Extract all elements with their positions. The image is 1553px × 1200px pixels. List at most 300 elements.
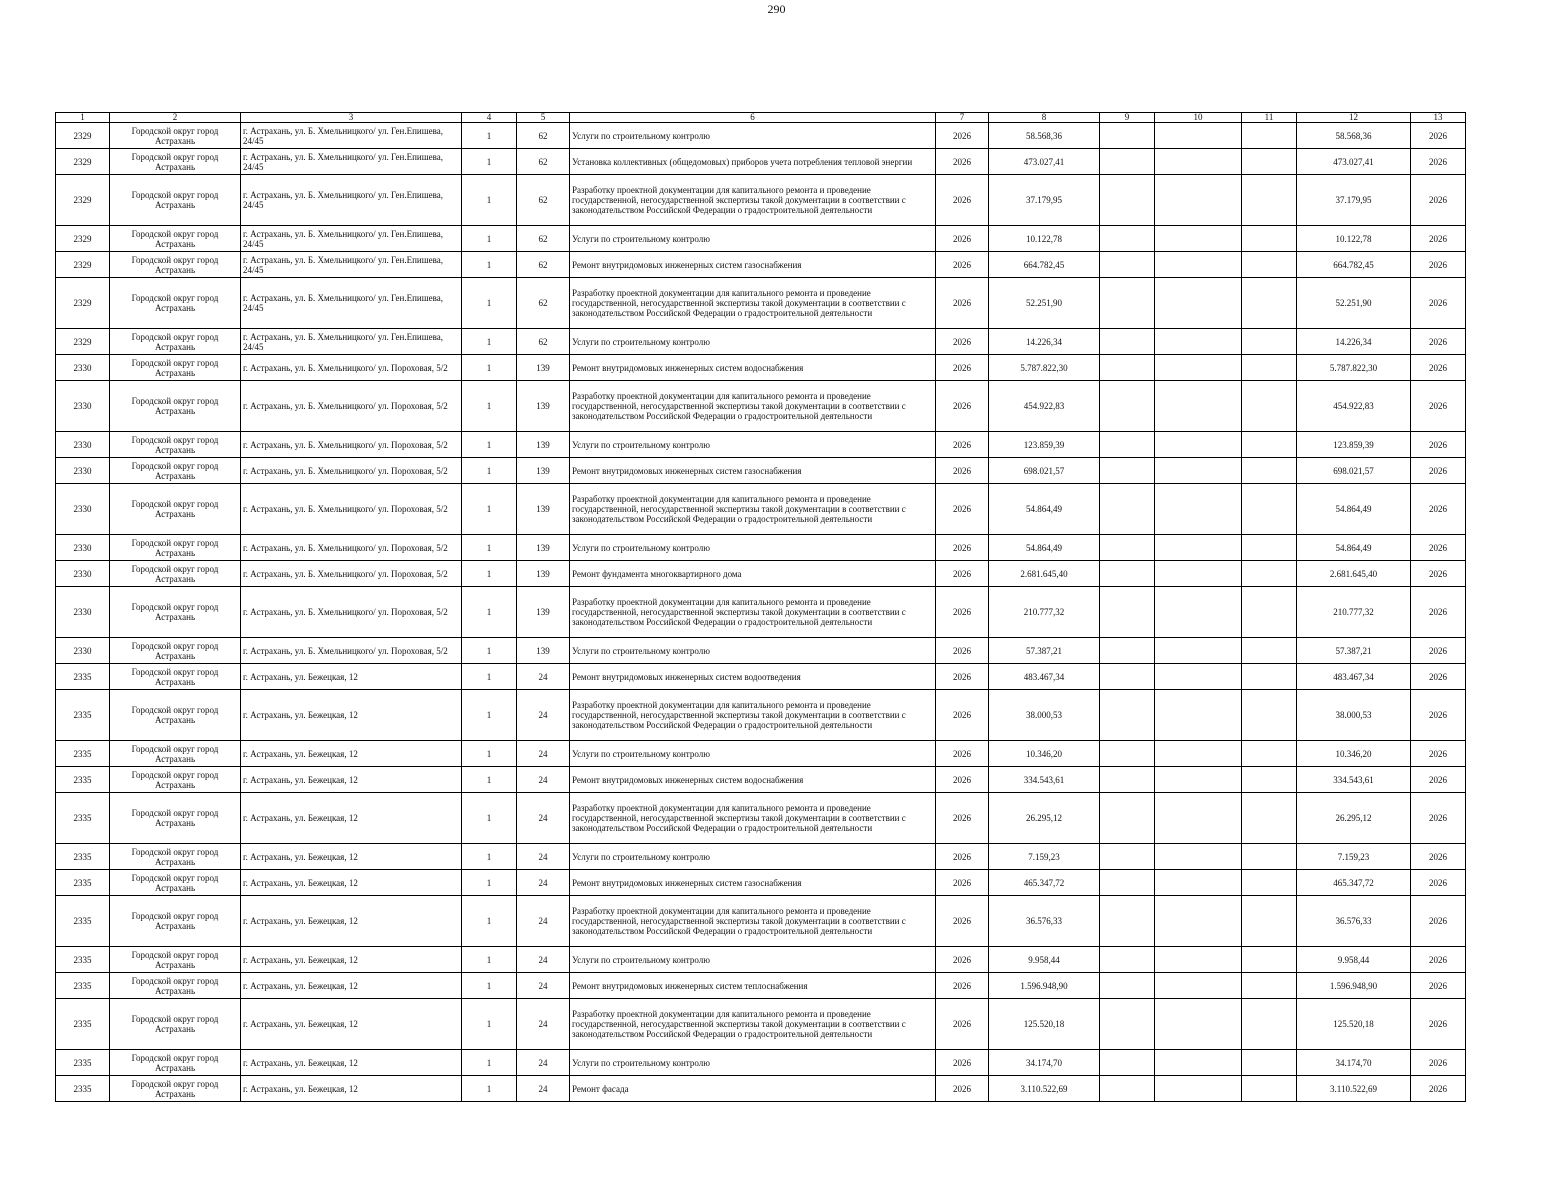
col-9-value-cell [1100,355,1155,381]
cost-total-cell: 123.859,39 [989,432,1100,458]
col-11-value-cell [1242,484,1297,535]
col-9-value-cell [1100,226,1155,252]
col-5-value-cell: 24 [517,947,570,973]
year-end-cell: 2026 [1411,432,1466,458]
municipality-cell: Городской округ город Астрахань [110,149,241,175]
work-type-cell: Разработку проектной документации для капитального ремонта и проведение государственной, негосударственной экспертизы такой документации в соответствии с законодательством Российской Федерации о градостроительной деятельности [570,999,936,1050]
row-number-cell: 2335 [56,947,110,973]
col-11-value-cell [1242,587,1297,638]
column-number-header-row [56,113,1466,123]
address-cell: г. Астрахань, ул. Бежецкая, 12 [241,870,462,896]
address-cell: г. Астрахань, ул. Б. Хмельницкого/ ул. Ген.Епишева, 24/45 [241,123,462,149]
work-type-cell: Услуги по строительному контролю [570,329,936,355]
cost-fund-cell: 54.864,49 [1297,535,1411,561]
col-9-value-cell [1100,432,1155,458]
cost-total-cell: 34.174,70 [989,1050,1100,1076]
col-4-value-cell: 1 [462,587,517,638]
col-9-value-cell [1100,741,1155,767]
work-type-cell: Установка коллективных (общедомовых) приборов учета потребления тепловой энергии [570,149,936,175]
work-type-cell: Разработку проектной документации для капитального ремонта и проведение государственной, негосударственной экспертизы такой документации в соответствии с законодательством Российской Федерации о градостроительной деятельности [570,793,936,844]
column-header: 7 [936,113,989,123]
cost-fund-cell: 58.568,36 [1297,123,1411,149]
row-number-cell: 2330 [56,587,110,638]
plan-year-cell: 2026 [936,741,989,767]
col-10-value-cell [1155,999,1242,1050]
cost-total-cell: 334.543,61 [989,767,1100,793]
plan-year-cell: 2026 [936,149,989,175]
col-4-value-cell: 1 [462,638,517,664]
col-9-value-cell [1100,458,1155,484]
address-cell: г. Астрахань, ул. Б. Хмельницкого/ ул. Пороховая, 5/2 [241,381,462,432]
cost-total-cell: 454.922,83 [989,381,1100,432]
address-cell: г. Астрахань, ул. Б. Хмельницкого/ ул. Ген.Епишева, 24/45 [241,329,462,355]
municipality-cell: Городской округ город Астрахань [110,587,241,638]
municipality-cell: Городской округ город Астрахань [110,793,241,844]
work-type-cell: Разработку проектной документации для капитального ремонта и проведение государственной, негосударственной экспертизы такой документации в соответствии с законодательством Российской Федерации о градостроительной деятельности [570,381,936,432]
row-number-cell: 2335 [56,793,110,844]
plan-year-cell: 2026 [936,432,989,458]
col-9-value-cell [1100,329,1155,355]
table-row [56,252,1466,278]
col-11-value-cell [1242,690,1297,741]
address-cell: г. Астрахань, ул. Бежецкая, 12 [241,767,462,793]
row-number-cell: 2329 [56,123,110,149]
column-header: 2 [110,113,241,123]
row-number-cell: 2335 [56,896,110,947]
municipality-cell: Городской округ город Астрахань [110,329,241,355]
cost-total-cell: 210.777,32 [989,587,1100,638]
col-4-value-cell: 1 [462,535,517,561]
table-row [56,870,1466,896]
municipality-cell: Городской округ город Астрахань [110,690,241,741]
municipality-cell: Городской округ город Астрахань [110,1076,241,1102]
col-5-value-cell: 24 [517,793,570,844]
col-10-value-cell [1155,252,1242,278]
address-cell: г. Астрахань, ул. Бежецкая, 12 [241,896,462,947]
municipality-cell: Городской округ город Астрахань [110,226,241,252]
col-9-value-cell [1100,535,1155,561]
col-4-value-cell: 1 [462,252,517,278]
col-5-value-cell: 139 [517,458,570,484]
row-number-cell: 2335 [56,999,110,1050]
col-11-value-cell [1242,664,1297,690]
work-type-cell: Ремонт внутридомовых инженерных систем газоснабжения [570,458,936,484]
col-10-value-cell [1155,381,1242,432]
col-5-value-cell: 24 [517,1076,570,1102]
col-4-value-cell: 1 [462,226,517,252]
row-number-cell: 2335 [56,767,110,793]
table-row [56,767,1466,793]
col-5-value-cell: 139 [517,484,570,535]
year-end-cell: 2026 [1411,947,1466,973]
row-number-cell: 2335 [56,1076,110,1102]
plan-year-cell: 2026 [936,1050,989,1076]
cost-fund-cell: 7.159,23 [1297,844,1411,870]
col-11-value-cell [1242,175,1297,226]
col-5-value-cell: 24 [517,1050,570,1076]
row-number-cell: 2330 [56,432,110,458]
cost-fund-cell: 1.596.948,90 [1297,973,1411,999]
municipality-cell: Городской округ город Астрахань [110,947,241,973]
year-end-cell: 2026 [1411,741,1466,767]
table-row [56,561,1466,587]
col-10-value-cell [1155,535,1242,561]
col-5-value-cell: 62 [517,226,570,252]
col-11-value-cell [1242,947,1297,973]
work-type-cell: Услуги по строительному контролю [570,432,936,458]
year-end-cell: 2026 [1411,123,1466,149]
address-cell: г. Астрахань, ул. Бежецкая, 12 [241,741,462,767]
address-cell: г. Астрахань, ул. Бежецкая, 12 [241,1076,462,1102]
address-cell: г. Астрахань, ул. Б. Хмельницкого/ ул. Пороховая, 5/2 [241,638,462,664]
address-cell: г. Астрахань, ул. Б. Хмельницкого/ ул. Пороховая, 5/2 [241,587,462,638]
year-end-cell: 2026 [1411,252,1466,278]
cost-total-cell: 5.787.822,30 [989,355,1100,381]
table-row [56,690,1466,741]
municipality-cell: Городской округ город Астрахань [110,561,241,587]
cost-total-cell: 54.864,49 [989,484,1100,535]
table-row [56,664,1466,690]
work-type-cell: Услуги по строительному контролю [570,638,936,664]
column-header: 9 [1100,113,1155,123]
col-11-value-cell [1242,355,1297,381]
col-5-value-cell: 62 [517,252,570,278]
col-5-value-cell: 24 [517,896,570,947]
year-end-cell: 2026 [1411,535,1466,561]
work-type-cell: Услуги по строительному контролю [570,947,936,973]
year-end-cell: 2026 [1411,175,1466,226]
work-type-cell: Ремонт фасада [570,1076,936,1102]
cost-fund-cell: 5.787.822,30 [1297,355,1411,381]
col-4-value-cell: 1 [462,381,517,432]
col-11-value-cell [1242,973,1297,999]
address-cell: г. Астрахань, ул. Бежецкая, 12 [241,947,462,973]
col-11-value-cell [1242,561,1297,587]
municipality-cell: Городской округ город Астрахань [110,458,241,484]
col-9-value-cell [1100,278,1155,329]
work-type-cell: Разработку проектной документации для капитального ремонта и проведение государственной, негосударственной экспертизы такой документации в соответствии с законодательством Российской Федерации о градостроительной деятельности [570,484,936,535]
col-4-value-cell: 1 [462,690,517,741]
work-type-cell: Разработку проектной документации для капитального ремонта и проведение государственной, негосударственной экспертизы такой документации в соответствии с законодательством Российской Федерации о градостроительной деятельности [570,278,936,329]
col-10-value-cell [1155,484,1242,535]
col-9-value-cell [1100,973,1155,999]
col-9-value-cell [1100,896,1155,947]
col-11-value-cell [1242,535,1297,561]
col-4-value-cell: 1 [462,767,517,793]
col-10-value-cell [1155,561,1242,587]
table-row [56,381,1466,432]
municipality-cell: Городской округ город Астрахань [110,896,241,947]
col-11-value-cell [1242,999,1297,1050]
cost-total-cell: 26.295,12 [989,793,1100,844]
col-9-value-cell [1100,690,1155,741]
col-5-value-cell: 62 [517,278,570,329]
col-10-value-cell [1155,947,1242,973]
col-4-value-cell: 1 [462,793,517,844]
cost-fund-cell: 3.110.522,69 [1297,1076,1411,1102]
work-type-cell: Услуги по строительному контролю [570,535,936,561]
col-5-value-cell: 62 [517,123,570,149]
col-4-value-cell: 1 [462,561,517,587]
col-10-value-cell [1155,973,1242,999]
cost-total-cell: 10.346,20 [989,741,1100,767]
cost-total-cell: 664.782,45 [989,252,1100,278]
work-type-cell: Разработку проектной документации для капитального ремонта и проведение государственной, негосударственной экспертизы такой документации в соответствии с законодательством Российской Федерации о градостроительной деятельности [570,175,936,226]
plan-year-cell: 2026 [936,561,989,587]
col-10-value-cell [1155,664,1242,690]
work-type-cell: Ремонт фундамента многоквартирного дома [570,561,936,587]
col-4-value-cell: 1 [462,844,517,870]
address-cell: г. Астрахань, ул. Б. Хмельницкого/ ул. Пороховая, 5/2 [241,458,462,484]
municipality-cell: Городской округ город Астрахань [110,767,241,793]
cost-total-cell: 57.387,21 [989,638,1100,664]
year-end-cell: 2026 [1411,149,1466,175]
plan-year-cell: 2026 [936,381,989,432]
table-row [56,149,1466,175]
row-number-cell: 2335 [56,870,110,896]
col-11-value-cell [1242,226,1297,252]
col-11-value-cell [1242,741,1297,767]
row-number-cell: 2329 [56,329,110,355]
plan-year-cell: 2026 [936,947,989,973]
col-4-value-cell: 1 [462,741,517,767]
col-5-value-cell: 24 [517,690,570,741]
work-type-cell: Ремонт внутридомовых инженерных систем водоснабжения [570,355,936,381]
col-10-value-cell [1155,638,1242,664]
municipality-cell: Городской округ город Астрахань [110,638,241,664]
col-10-value-cell [1155,149,1242,175]
col-4-value-cell: 1 [462,1050,517,1076]
plan-year-cell: 2026 [936,535,989,561]
plan-year-cell: 2026 [936,638,989,664]
table-row [56,793,1466,844]
work-type-cell: Услуги по строительному контролю [570,741,936,767]
work-type-cell: Услуги по строительному контролю [570,844,936,870]
table-row [56,432,1466,458]
cost-total-cell: 483.467,34 [989,664,1100,690]
col-4-value-cell: 1 [462,355,517,381]
col-11-value-cell [1242,278,1297,329]
col-5-value-cell: 24 [517,741,570,767]
row-number-cell: 2330 [56,484,110,535]
col-5-value-cell: 62 [517,149,570,175]
plan-year-cell: 2026 [936,355,989,381]
cost-fund-cell: 210.777,32 [1297,587,1411,638]
municipality-cell: Городской округ город Астрахань [110,381,241,432]
municipality-cell: Городской округ город Астрахань [110,355,241,381]
year-end-cell: 2026 [1411,767,1466,793]
col-10-value-cell [1155,226,1242,252]
col-11-value-cell [1242,329,1297,355]
row-number-cell: 2335 [56,664,110,690]
cost-total-cell: 9.958,44 [989,947,1100,973]
table-row [56,638,1466,664]
municipality-cell: Городской округ город Астрахань [110,123,241,149]
col-11-value-cell [1242,1050,1297,1076]
address-cell: г. Астрахань, ул. Б. Хмельницкого/ ул. Ген.Епишева, 24/45 [241,175,462,226]
cost-fund-cell: 473.027,41 [1297,149,1411,175]
work-type-cell: Услуги по строительному контролю [570,1050,936,1076]
plan-year-cell: 2026 [936,1076,989,1102]
cost-total-cell: 1.596.948,90 [989,973,1100,999]
col-5-value-cell: 24 [517,999,570,1050]
year-end-cell: 2026 [1411,690,1466,741]
plan-year-cell: 2026 [936,793,989,844]
table-row [56,741,1466,767]
address-cell: г. Астрахань, ул. Бежецкая, 12 [241,1050,462,1076]
column-header: 1 [56,113,110,123]
cost-fund-cell: 57.387,21 [1297,638,1411,664]
row-number-cell: 2335 [56,1050,110,1076]
address-cell: г. Астрахань, ул. Б. Хмельницкого/ ул. Ген.Епишева, 24/45 [241,252,462,278]
col-10-value-cell [1155,896,1242,947]
cost-fund-cell: 454.922,83 [1297,381,1411,432]
cost-fund-cell: 334.543,61 [1297,767,1411,793]
table-row [56,175,1466,226]
municipality-cell: Городской округ город Астрахань [110,999,241,1050]
municipality-cell: Городской округ город Астрахань [110,535,241,561]
address-cell: г. Астрахань, ул. Б. Хмельницкого/ ул. Пороховая, 5/2 [241,535,462,561]
row-number-cell: 2330 [56,458,110,484]
cost-fund-cell: 34.174,70 [1297,1050,1411,1076]
year-end-cell: 2026 [1411,226,1466,252]
plan-year-cell: 2026 [936,870,989,896]
cost-fund-cell: 37.179,95 [1297,175,1411,226]
col-10-value-cell [1155,458,1242,484]
col-9-value-cell [1100,664,1155,690]
cost-total-cell: 58.568,36 [989,123,1100,149]
col-9-value-cell [1100,767,1155,793]
col-5-value-cell: 24 [517,664,570,690]
col-10-value-cell [1155,1076,1242,1102]
cost-total-cell: 54.864,49 [989,535,1100,561]
year-end-cell: 2026 [1411,793,1466,844]
capital-repair-table [55,112,1466,1102]
col-4-value-cell: 1 [462,870,517,896]
address-cell: г. Астрахань, ул. Б. Хмельницкого/ ул. Ген.Епишева, 24/45 [241,149,462,175]
work-type-cell: Услуги по строительному контролю [570,226,936,252]
column-header: 8 [989,113,1100,123]
municipality-cell: Городской округ город Астрахань [110,432,241,458]
cost-fund-cell: 9.958,44 [1297,947,1411,973]
plan-year-cell: 2026 [936,690,989,741]
address-cell: г. Астрахань, ул. Бежецкая, 12 [241,793,462,844]
col-10-value-cell [1155,741,1242,767]
year-end-cell: 2026 [1411,484,1466,535]
col-9-value-cell [1100,638,1155,664]
cost-fund-cell: 52.251,90 [1297,278,1411,329]
col-9-value-cell [1100,587,1155,638]
col-4-value-cell: 1 [462,458,517,484]
year-end-cell: 2026 [1411,355,1466,381]
row-number-cell: 2329 [56,175,110,226]
col-10-value-cell [1155,690,1242,741]
year-end-cell: 2026 [1411,1050,1466,1076]
row-number-cell: 2329 [56,252,110,278]
cost-total-cell: 36.576,33 [989,896,1100,947]
row-number-cell: 2329 [56,149,110,175]
col-11-value-cell [1242,793,1297,844]
plan-year-cell: 2026 [936,973,989,999]
work-type-cell: Разработку проектной документации для капитального ремонта и проведение государственной, негосударственной экспертизы такой документации в соответствии с законодательством Российской Федерации о градостроительной деятельности [570,690,936,741]
col-11-value-cell [1242,896,1297,947]
cost-total-cell: 2.681.645,40 [989,561,1100,587]
address-cell: г. Астрахань, ул. Б. Хмельницкого/ ул. Пороховая, 5/2 [241,484,462,535]
table-row [56,278,1466,329]
col-9-value-cell [1100,1076,1155,1102]
municipality-cell: Городской округ город Астрахань [110,484,241,535]
column-header: 13 [1411,113,1466,123]
table-row [56,896,1466,947]
cost-fund-cell: 36.576,33 [1297,896,1411,947]
col-4-value-cell: 1 [462,278,517,329]
table-row [56,1076,1466,1102]
work-type-cell: Ремонт внутридомовых инженерных систем водоотведения [570,664,936,690]
plan-year-cell: 2026 [936,896,989,947]
year-end-cell: 2026 [1411,561,1466,587]
row-number-cell: 2329 [56,226,110,252]
col-11-value-cell [1242,844,1297,870]
municipality-cell: Городской округ город Астрахань [110,741,241,767]
table-row [56,226,1466,252]
year-end-cell: 2026 [1411,638,1466,664]
col-4-value-cell: 1 [462,896,517,947]
page-number: 290 [767,2,786,16]
year-end-cell: 2026 [1411,1076,1466,1102]
col-11-value-cell [1242,1076,1297,1102]
col-9-value-cell [1100,149,1155,175]
column-header: 6 [570,113,936,123]
col-9-value-cell [1100,123,1155,149]
address-cell: г. Астрахань, ул. Б. Хмельницкого/ ул. Пороховая, 5/2 [241,561,462,587]
col-10-value-cell [1155,767,1242,793]
work-type-cell: Ремонт внутридомовых инженерных систем газоснабжения [570,252,936,278]
col-5-value-cell: 24 [517,973,570,999]
plan-year-cell: 2026 [936,329,989,355]
work-type-cell: Разработку проектной документации для капитального ремонта и проведение государственной, негосударственной экспертизы такой документации в соответствии с законодательством Российской Федерации о градостроительной деятельности [570,587,936,638]
plan-year-cell: 2026 [936,123,989,149]
year-end-cell: 2026 [1411,844,1466,870]
plan-year-cell: 2026 [936,458,989,484]
plan-year-cell: 2026 [936,175,989,226]
row-number-cell: 2335 [56,973,110,999]
address-cell: г. Астрахань, ул. Бежецкая, 12 [241,690,462,741]
col-9-value-cell [1100,844,1155,870]
row-number-cell: 2330 [56,355,110,381]
table-row [56,329,1466,355]
col-10-value-cell [1155,587,1242,638]
col-9-value-cell [1100,381,1155,432]
cost-total-cell: 52.251,90 [989,278,1100,329]
col-10-value-cell [1155,329,1242,355]
col-5-value-cell: 139 [517,432,570,458]
col-5-value-cell: 139 [517,561,570,587]
address-cell: г. Астрахань, ул. Б. Хмельницкого/ ул. Пороховая, 5/2 [241,355,462,381]
plan-year-cell: 2026 [936,844,989,870]
col-11-value-cell [1242,252,1297,278]
row-number-cell: 2335 [56,690,110,741]
col-4-value-cell: 1 [462,999,517,1050]
col-5-value-cell: 24 [517,844,570,870]
col-5-value-cell: 24 [517,870,570,896]
year-end-cell: 2026 [1411,278,1466,329]
work-type-cell: Услуги по строительному контролю [570,123,936,149]
row-number-cell: 2335 [56,741,110,767]
col-10-value-cell [1155,355,1242,381]
column-header: 11 [1242,113,1297,123]
col-4-value-cell: 1 [462,947,517,973]
municipality-cell: Городской округ город Астрахань [110,252,241,278]
